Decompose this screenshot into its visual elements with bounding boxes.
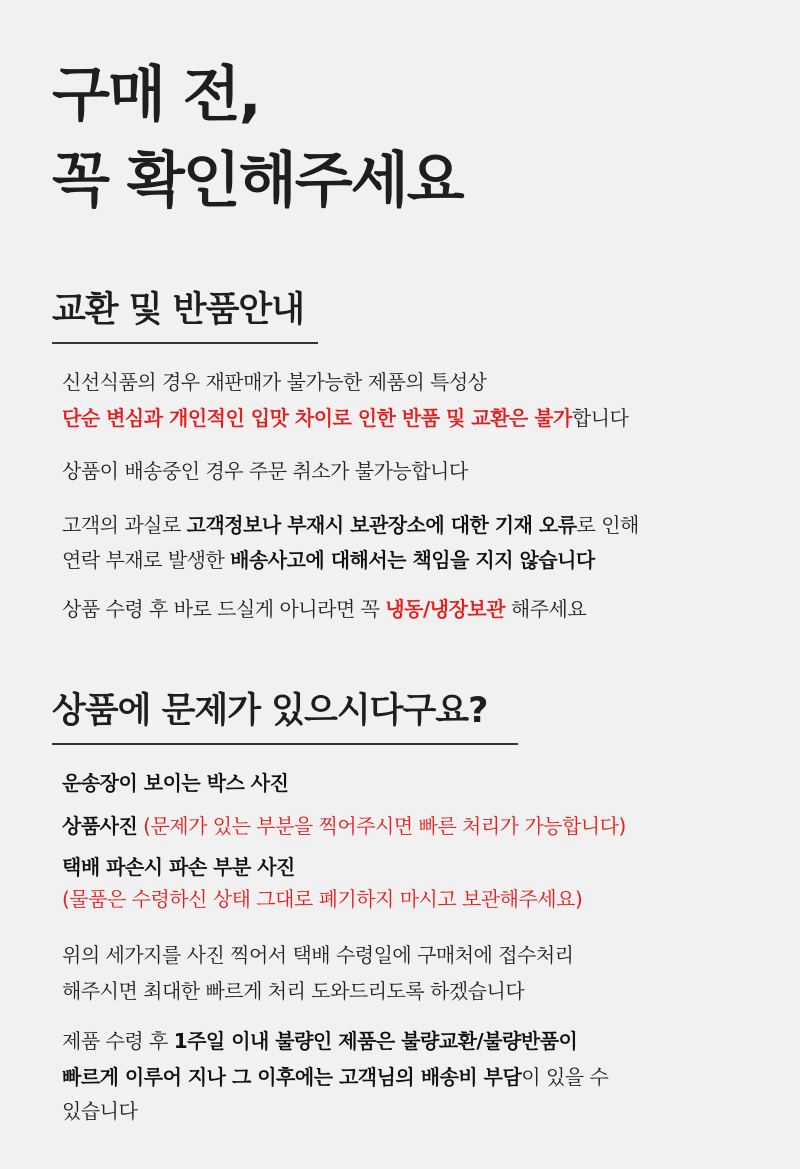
- exchange-return-heading: 교환 및 반품안내: [52, 282, 318, 344]
- customer-error-notice: 고객의 과실로 고객정보나 부재시 보관장소에 대한 기재 오류로 인해: [62, 513, 639, 537]
- liability-emphasis: 배송사고에 대해서는 책임을 지지 않습니다: [230, 548, 595, 572]
- page-title: [52, 52, 463, 224]
- storage-notice: 상품 수령 후 바로 드실게 아니라면 꼭 냉동/냉장보관 해주세요: [62, 597, 587, 621]
- liability-notice: 연락 부재로 발생한 배송사고에 대해서는 책임을 지지 않습니다: [62, 548, 595, 572]
- fresh-food-notice: 신선식품의 경우 재판매가 불가능한 제품의 특성상: [62, 370, 487, 394]
- photo-item-damage: 택배 파손시 파손 부분 사진: [62, 855, 295, 879]
- page-title-line-2: 꼭 확인해주세요: [52, 146, 463, 216]
- no-return-emphasis: 단순 변심과 개인적인 입맛 차이로 인한 반품 및 교환은 불가: [62, 406, 572, 430]
- report-notice-line-1: 위의 세가지를 사진 찍어서 택배 수령일에 구매처에 접수처리: [62, 943, 574, 967]
- defect-notice-line-3: 있습니다: [62, 1099, 138, 1123]
- report-notice-line-2: 해주시면 최대한 빠르게 처리 도와드리도록 하겠습니다: [62, 979, 525, 1003]
- no-return-notice: 단순 변심과 개인적인 입맛 차이로 인한 반품 및 교환은 불가합니다: [62, 406, 629, 430]
- cancel-notice: 상품이 배송중인 경우 주문 취소가 불가능합니다: [62, 459, 468, 483]
- photo-item-box: 운송장이 보이는 박스 사진: [62, 771, 289, 795]
- defect-notice-line-1: 제품 수령 후 1주일 이내 불량인 제품은 불량교환/불량반품이: [62, 1029, 578, 1053]
- photo-item-damage-note: (물품은 수령하신 상태 그대로 폐기하지 마시고 보관해주세요): [62, 887, 583, 911]
- storage-emphasis: 냉동/냉장보관: [385, 597, 506, 621]
- address-error-emphasis: 고객정보나 부재시 보관장소에 대한 기재 오류: [186, 513, 577, 537]
- product-problem-heading: 상품에 문제가 있으시다구요?: [52, 683, 518, 745]
- photo-item-product: 상품사진 (문제가 있는 부분을 찍어주시면 빠른 처리가 가능합니다): [62, 814, 626, 838]
- page-title-line-1: 구매 전,: [52, 60, 260, 130]
- defect-notice-line-2: 빠르게 이루어 지나 그 이후에는 고객님의 배송비 부담이 있을 수: [62, 1065, 609, 1089]
